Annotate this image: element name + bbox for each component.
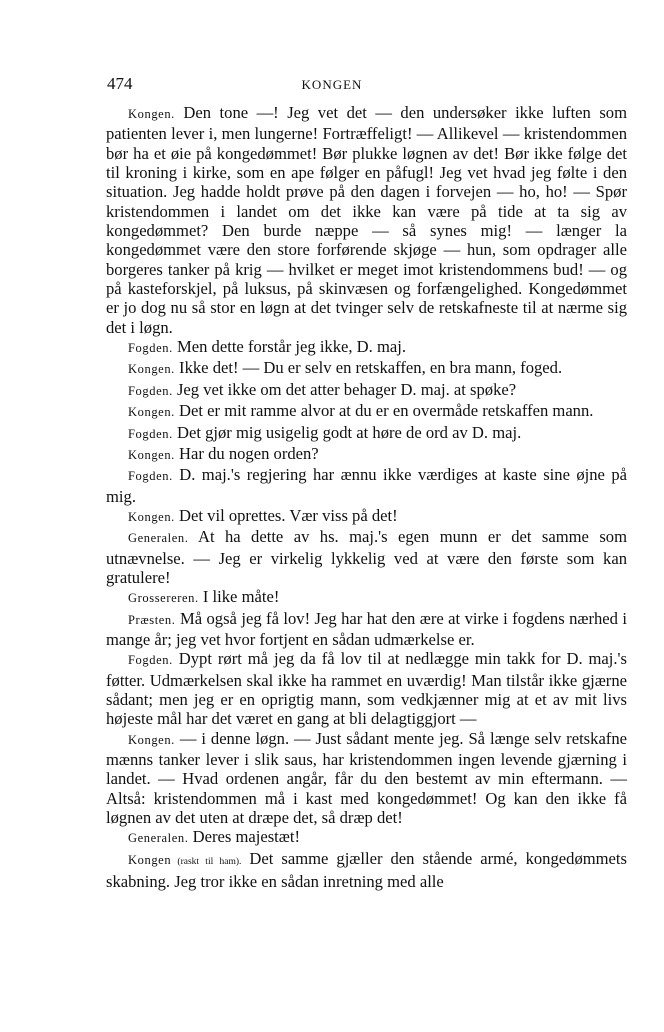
paragraph	[106, 587, 627, 608]
speaker: Fogden.	[128, 426, 173, 441]
speaker: Fogden.	[128, 653, 173, 668]
paragraph	[106, 609, 627, 650]
speaker: Generalen.	[128, 831, 189, 846]
speech: Har du nogen orden?	[174, 443, 319, 463]
speech: Ikke det! — Du er selv en retskaffen, en bra mann, foged.	[174, 358, 563, 378]
speech: Men dette forstår jeg ikke, D. maj.	[172, 337, 406, 357]
speaker: Fogden.	[128, 383, 173, 398]
speaker: Grossereren.	[128, 591, 199, 606]
paragraph	[106, 849, 627, 892]
paragraph	[106, 827, 627, 848]
speech: D. maj.'s regjering har ænnu ikke værdiges at kaste sine øjne på mig.	[106, 465, 627, 506]
paragraph	[106, 380, 627, 401]
paragraph	[106, 729, 627, 828]
speech: I like måte!	[198, 587, 280, 607]
paragraph	[106, 423, 627, 444]
speaker: Præsten.	[128, 612, 176, 627]
speaker: Kongen.	[128, 509, 175, 524]
paragraph	[106, 444, 627, 465]
speech: Det er mit ramme alvor at du er en overmåde retskaffen mann.	[174, 401, 594, 421]
speaker: Kongen.	[128, 447, 175, 462]
speaker: Kongen.	[128, 107, 175, 121]
speaker: Kongen	[128, 852, 172, 867]
paragraph	[106, 527, 627, 587]
speech: Deres majestæt!	[188, 827, 300, 847]
paragraph	[106, 465, 627, 506]
speech: Den tone —! Jeg vet det — den undersøker ikke luften som patienten lever i, men lungerne! Fortræffeligt! — Allikevel — kristendommen bør ha et øie på kongedømmet! Bør plukke løgnen av det! Bør ikke følge det til kroning i kirke, som en ape følger en påfugl! Jeg vet hvad jeg følte i den situation. Jeg hadde holdt prøve på den dagen i forvejen — ho, ho! — Spør kristendommen i landet om det ikke kan være på tide at ta sig av kongedømmet? Den burde næppe — så synes mig! — længer la kongedømmet være den store forførende skjøge — hun, som opdrager alle borgeres tanker på krig — hvilket er meget imot kristendommens bud! — og på kasteforskjel, på luksus, på skinvæsen og forfængelighed. Kongedømmet er jo dog nu så stor en løgn at det tvinger selv de retskafneste til at nærme sig det i løgn.	[106, 103, 627, 337]
stage-direction: (raskt til ham).	[171, 856, 242, 867]
speaker: Kongen.	[128, 732, 175, 747]
speaker: Fogden.	[128, 341, 173, 356]
paragraph	[106, 401, 627, 422]
speech: Det gjør mig usigelig godt at høre de ord av D. maj.	[172, 422, 522, 442]
paragraph	[106, 337, 627, 358]
speech: At ha dette av hs. maj.'s egen munn er det samme som utnævnelse. — Jeg er virkelig lykkelig ved at være den første som kan gratulere!	[106, 527, 627, 587]
paragraph	[106, 649, 627, 728]
speech: — i denne løgn. — Just sådant mente jeg. Så længe selv retskafne mænns tanker lever i slik saus, har kristendommen ingen levende gjærning i landet. — Hvad ordenen angår, får du den bestemt av min eftermann. — Altså: kristendommen må i kast med kongedømmet! Og kan den ikke få løgnen av det uten at dræpe det, så dræp det!	[106, 728, 627, 828]
page-number: 474	[107, 74, 133, 93]
paragraph	[106, 358, 627, 379]
running-title: KONGEN	[301, 77, 363, 92]
speech: Jeg vet ikke om det atter behager D. maj. at spøke?	[172, 379, 517, 399]
page-body	[106, 103, 627, 891]
speaker: Fogden.	[128, 469, 173, 484]
speech: Dypt rørt må jeg da få lov til at nedlægge min takk for D. maj.'s føtter. Udmærkelsen skal ikke ha rammet en uværdig! Man tilstår ikke gjærne sådant; men jeg er en oprigtig mann, som vedkjænner mig at et av mit livs højeste mål har det været en gang at bli delagtiggjort —	[106, 649, 627, 729]
speech: Det vil oprettes. Vær viss på det!	[174, 505, 398, 525]
paragraph	[106, 506, 627, 527]
speaker: Generalen.	[128, 531, 189, 546]
speech: Det samme gjæller den stående armé, kongedømmets skabning. Jeg tror ikke en sådan inretning med alle	[106, 848, 627, 892]
paragraph	[106, 103, 627, 337]
speaker: Kongen.	[128, 405, 175, 420]
speech: Må også jeg få lov! Jeg har hat den ære at virke i fogdens nærhed i mange år; jeg vet hvor fortjent en sådan udmærkelse er.	[106, 608, 627, 649]
speaker: Kongen.	[128, 362, 175, 377]
